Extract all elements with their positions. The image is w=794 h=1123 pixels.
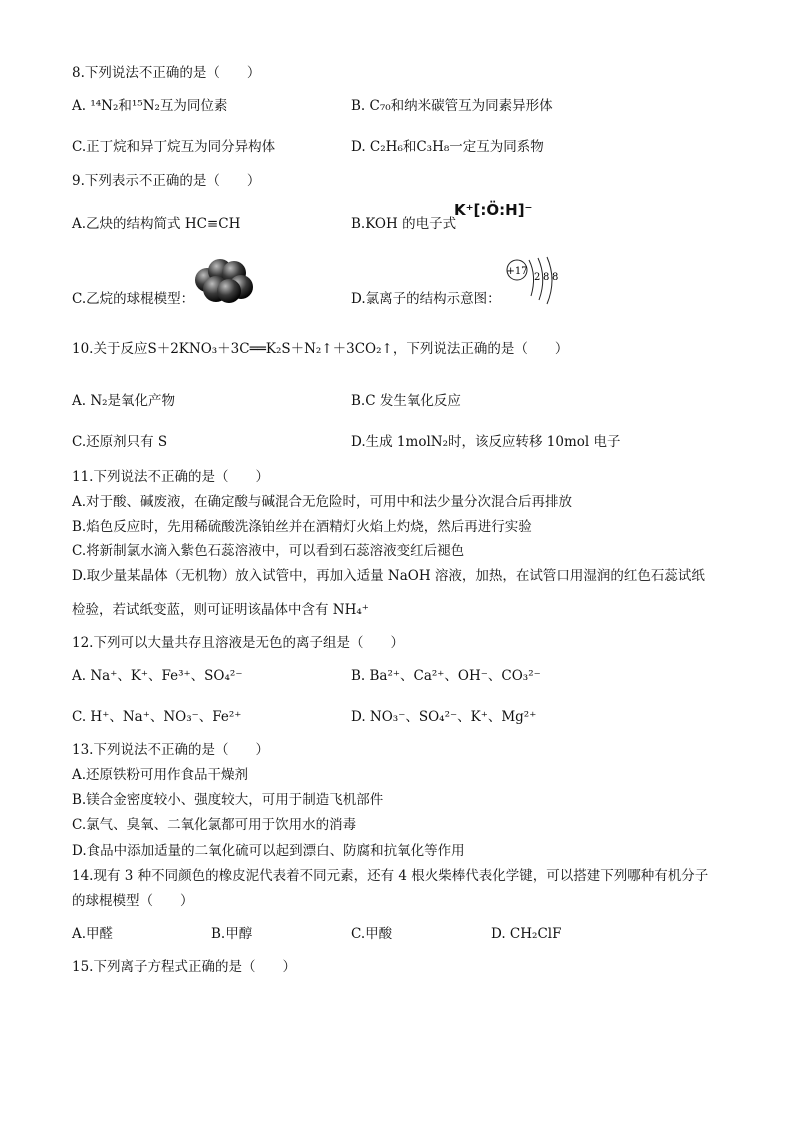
q10-option-d: D.生成 1molN₂时，该反应转移 10mol 电子 — [351, 434, 621, 450]
q8-option-d: D. C₂H₆和C₃H₈一定互为同系物 — [351, 139, 544, 155]
q8-option-b: B. C₇₀和纳米碳管互为同素异形体 — [351, 98, 553, 114]
q13-option-b: B.镁合金密度较小、强度较大，可用于制造飞机部件 — [72, 792, 384, 808]
q12-option-a: A. Na⁺、K⁺、Fe³⁺、SO₄²⁻ — [72, 668, 243, 684]
q14-stem-line1: 14.现有 3 种不同颜色的橡皮泥代表着不同元素，还有 4 根火柴棒代表化学键，可以搭建下列哪种有机分子 — [72, 868, 709, 884]
q13-stem: 13.下列说法不正确的是（ ） — [72, 742, 269, 758]
shell-count-2: 8 — [543, 272, 550, 283]
ethane-ball-model-image — [193, 258, 255, 304]
q12-option-c: C. H⁺、Na⁺、NO₃⁻、Fe²⁺ — [72, 709, 242, 725]
shell-count-1: 2 — [534, 272, 541, 283]
q14-option-d: D. CH₂ClF — [491, 926, 562, 942]
q14-option-c: C.甲酸 — [351, 926, 393, 942]
q9-option-d: D.氯离子的结构示意图： — [351, 291, 501, 307]
q10-option-a: A. N₂是氧化产物 — [72, 393, 176, 409]
q8-stem: 8.下列说法不正确的是（ ） — [72, 65, 261, 81]
q10-stem: 10.关于反应S＋2KNO₃＋3C══K₂S＋N₂↑＋3CO₂↑，下列说法正确的是（ ） — [72, 341, 569, 357]
q11-option-b: B.焰色反应时，先用稀硫酸洗涤铂丝并在酒精灯火焰上灼烧，然后再进行实验 — [72, 519, 532, 535]
q11-option-d-line2: 检验，若试纸变蓝，则可证明该晶体中含有 NH₄⁺ — [72, 602, 369, 618]
q14-option-b: B.甲醇 — [211, 926, 253, 942]
q14-option-a: A.甲醛 — [72, 926, 114, 942]
q12-option-d: D. NO₃⁻、SO₄²⁻、K⁺、Mg²⁺ — [351, 709, 537, 725]
q11-option-d-line1: D.取少量某晶体（无机物）放入试管中，再加入适量 NaOH 溶液，加热，在试管口用湿润的红色石蕊试纸 — [72, 568, 705, 584]
nucleus-charge-label: +17 — [506, 266, 528, 277]
q11-stem: 11.下列说法不正确的是（ ） — [72, 469, 269, 485]
q9-option-b: B.KOH 的电子式 — [351, 216, 457, 232]
q11-option-c: C.将新制氯水滴入紫色石蕊溶液中，可以看到石蕊溶液变红后褪色 — [72, 543, 465, 559]
koh-electron-formula: K⁺[:Ö:H]⁻ — [454, 201, 533, 219]
q12-stem: 12.下列可以大量共存且溶液是无色的离子组是（ ） — [72, 635, 404, 651]
q13-option-d: D.食品中添加适量的二氧化硫可以起到漂白、防腐和抗氧化等作用 — [72, 843, 465, 859]
q9-stem: 9.下列表示不正确的是（ ） — [72, 173, 261, 189]
chloride-ion-structure-diagram — [503, 256, 565, 306]
shell-count-3: 8 — [552, 272, 559, 283]
q10-option-b: B.C 发生氧化反应 — [351, 393, 461, 409]
q12-option-b: B. Ba²⁺、Ca²⁺、OH⁻、CO₃²⁻ — [351, 668, 541, 684]
q15-stem: 15.下列离子方程式正确的是（ ） — [72, 959, 296, 975]
q9-option-c: C.乙烷的球棍模型： — [72, 291, 195, 307]
q13-option-a: A.还原铁粉可用作食品干燥剂 — [72, 767, 249, 783]
q8-option-c: C.正丁烷和异丁烷互为同分异构体 — [72, 139, 276, 155]
q8-option-a: A. ¹⁴N₂和¹⁵N₂互为同位素 — [72, 98, 228, 114]
q9-option-a: A.乙炔的结构简式 HC≡CH — [72, 216, 241, 232]
q13-option-c: C.氯气、臭氧、二氧化氯都可用于饮用水的消毒 — [72, 817, 357, 833]
q11-option-a: A.对于酸、碱废液，在确定酸与碱混合无危险时，可用中和法少量分次混合后再排放 — [72, 494, 573, 510]
q14-stem-line2: 的球棍模型（ ） — [72, 893, 194, 909]
q10-option-c: C.还原剂只有 S — [72, 434, 168, 450]
